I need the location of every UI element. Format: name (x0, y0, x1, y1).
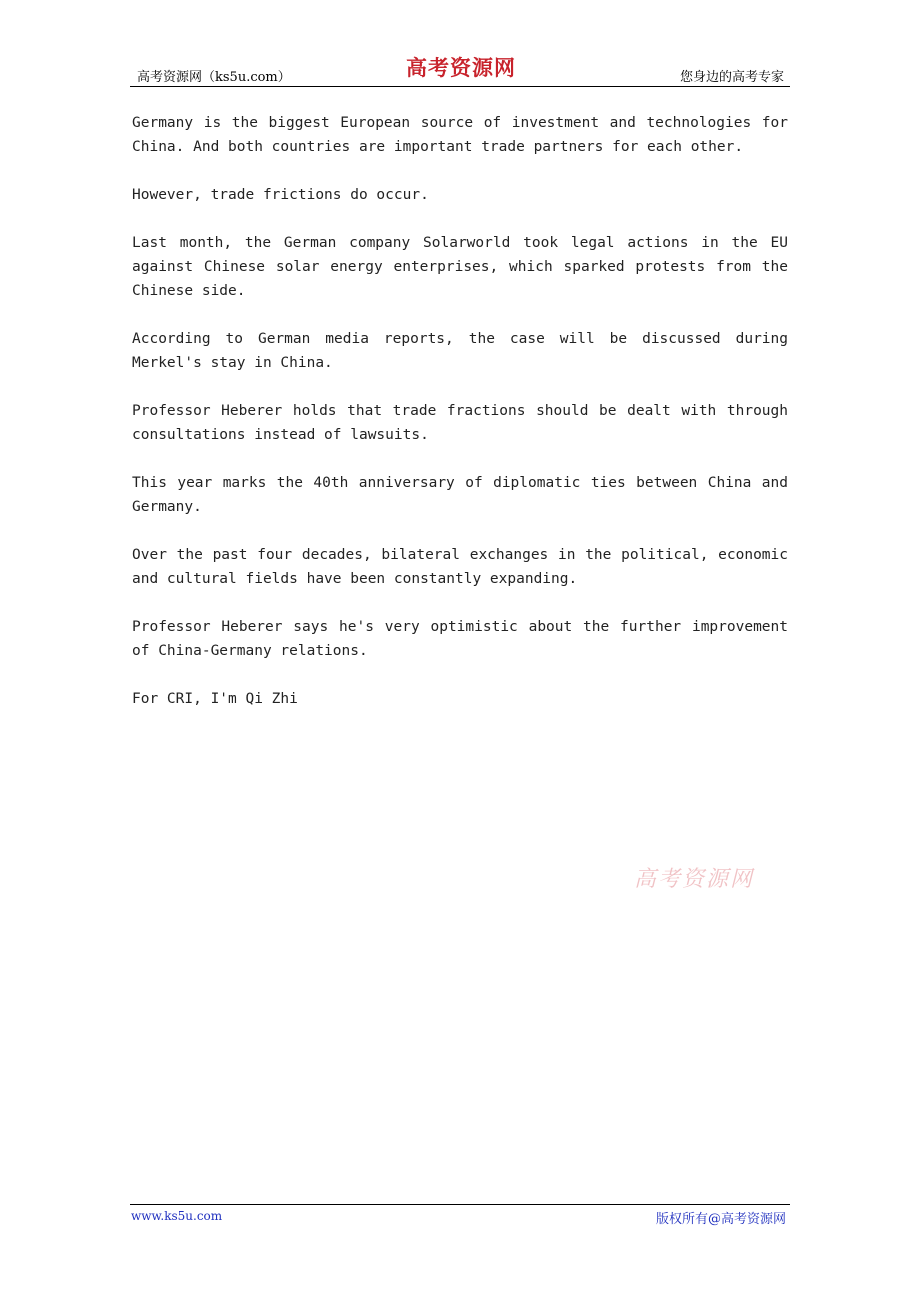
paragraph: Last month, the German company Solarworld took legal actions in the EU against Chinese solar energy enterprises, which sparked protests from the Chinese side. (132, 235, 788, 299)
paragraph: However, trade frictions do occur. (132, 187, 429, 203)
header-site-name: 高考资源网（ks5u.com） (137, 70, 291, 85)
article-body (132, 111, 788, 735)
paragraph: Germany is the biggest European source of investment and technologies for China. And both countries are important trade partners for each other. (132, 115, 788, 155)
site-logo[interactable]: 高考资源网 (406, 55, 516, 80)
paragraph: This year marks the 40th anniversary of diplomatic ties between China and Germany. (132, 475, 788, 515)
header-slogan: 您身边的高考专家 (679, 70, 784, 85)
page-footer (130, 1204, 790, 1229)
footer-site-link[interactable]: www.ks5u.com (131, 1209, 223, 1223)
paragraph: Over the past four decades, bilateral exchanges in the political, economic and cultural fields have been constantly expanding. (132, 547, 788, 587)
watermark-logo: 高考资源网 (634, 867, 755, 892)
paragraph: Professor Heberer says he's very optimistic about the further improvement of China-Germany relations. (132, 619, 788, 659)
footer-copyright[interactable]: 版权所有@高考资源网 (655, 1212, 786, 1227)
paragraph: Professor Heberer holds that trade fractions should be dealt with through consultations instead of lawsuits. (132, 403, 788, 443)
paragraph: According to German media reports, the case will be discussed during Merkel's stay in China. (132, 331, 788, 371)
paragraph: For CRI, I'm Qi Zhi (132, 691, 298, 707)
page-header (130, 52, 790, 87)
